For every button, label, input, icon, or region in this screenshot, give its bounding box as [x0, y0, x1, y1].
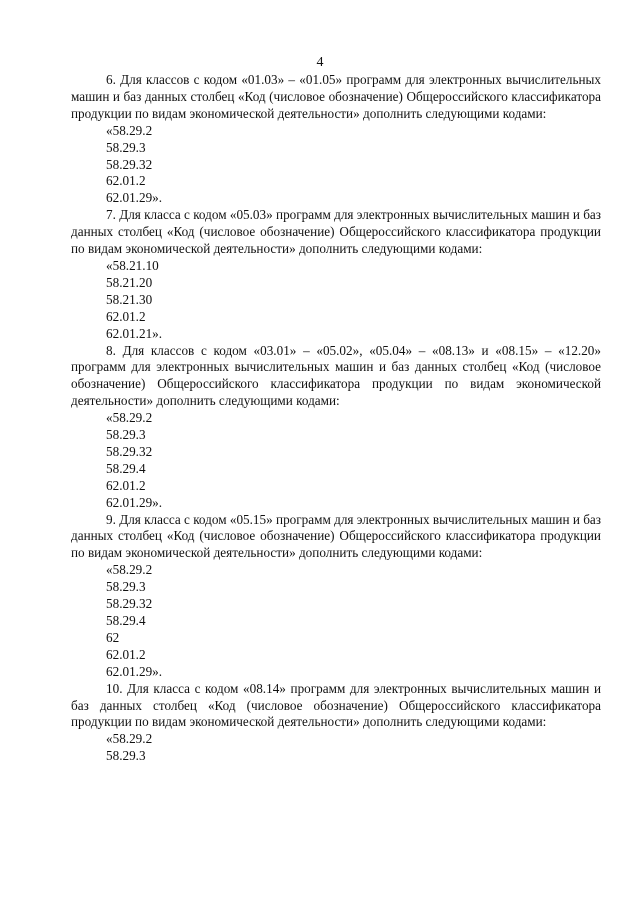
- classifier-code: 62.01.2: [106, 173, 146, 189]
- section-1: [71, 72, 601, 207]
- classifier-code: 58.21.30: [106, 291, 153, 307]
- classifier-code: 58.29.3: [106, 579, 146, 595]
- section-4: [71, 512, 601, 681]
- classifier-code: «58.21.10: [106, 257, 159, 273]
- section-5: [71, 681, 601, 766]
- classifier-code: 62.01.2: [106, 646, 146, 662]
- classifier-code: 58.29.4: [106, 613, 146, 628]
- classifier-code: 62.01.21».: [106, 325, 163, 341]
- section-paragraph: 9. Для класса с кодом «05.15» программ для электронных вычислительных машин и баз данных столбец «Код (числовое обозначение) Общероссийского классификатора продукции по видам экономической деятельности» дополнить следующими кодами:: [71, 511, 601, 561]
- classifier-code: 62.01.2: [106, 477, 146, 493]
- classifier-code: 62.01.29».: [106, 190, 163, 206]
- classifier-code: 62.01.29».: [106, 663, 163, 679]
- classifier-code: 58.29.32: [106, 443, 153, 459]
- classifier-code: 58.29.3: [106, 139, 146, 155]
- classifier-code: 62.01.2: [106, 308, 146, 324]
- section-paragraph: 8. Для классов с кодом «03.01» – «05.02», «05.04» – «08.13» и «08.15» – «12.20» программ для электронных вычислительных машин и баз данных столбец «Код (числовое обозначение) Общероссийского классификатора продукции по видам экономической деятельности» дополнить следующими кодами:: [71, 342, 601, 409]
- classifier-code: 58.29.32: [106, 156, 153, 172]
- classifier-code: 58.21.20: [106, 274, 153, 290]
- document-body: [71, 72, 601, 765]
- classifier-code: «58.29.2: [106, 731, 153, 747]
- section-paragraph: 10. Для класса с кодом «08.14» программ для электронных вычислительных машин и баз данных столбец «Код (числовое обозначение) Общероссийского классификатора продукции по видам экономической деятельности» дополнить следующими кодами:: [71, 680, 601, 730]
- classifier-code: «58.29.2: [106, 410, 153, 426]
- classifier-code: 62.01.29».: [106, 494, 163, 510]
- classifier-code: 58.29.3: [106, 748, 146, 764]
- section-2: [71, 207, 601, 342]
- classifier-code: 58.29.4: [106, 460, 146, 476]
- section-paragraph: 7. Для класса с кодом «05.03» программ для электронных вычислительных машин и баз данных столбец «Код (числовое обозначение) Общероссийского классификатора продукции по видам экономической деятельности» дополнить следующими кодами:: [71, 207, 601, 257]
- page-number: 4: [316, 55, 324, 70]
- classifier-code: 58.29.32: [106, 596, 153, 612]
- classifier-code: 62: [106, 629, 120, 645]
- classifier-code: 58.29.3: [106, 427, 146, 443]
- classifier-code: «58.29.2: [106, 122, 153, 138]
- section-3: [71, 343, 601, 512]
- classifier-code: «58.29.2: [106, 562, 153, 578]
- section-paragraph: 6. Для классов с кодом «01.03» – «01.05» программ для электронных вычислительных машин и баз данных столбец «Код (числовое обозначение) Общероссийского классификатора продукции по видам экономической деятельности» дополнить следующими кодами:: [71, 72, 601, 121]
